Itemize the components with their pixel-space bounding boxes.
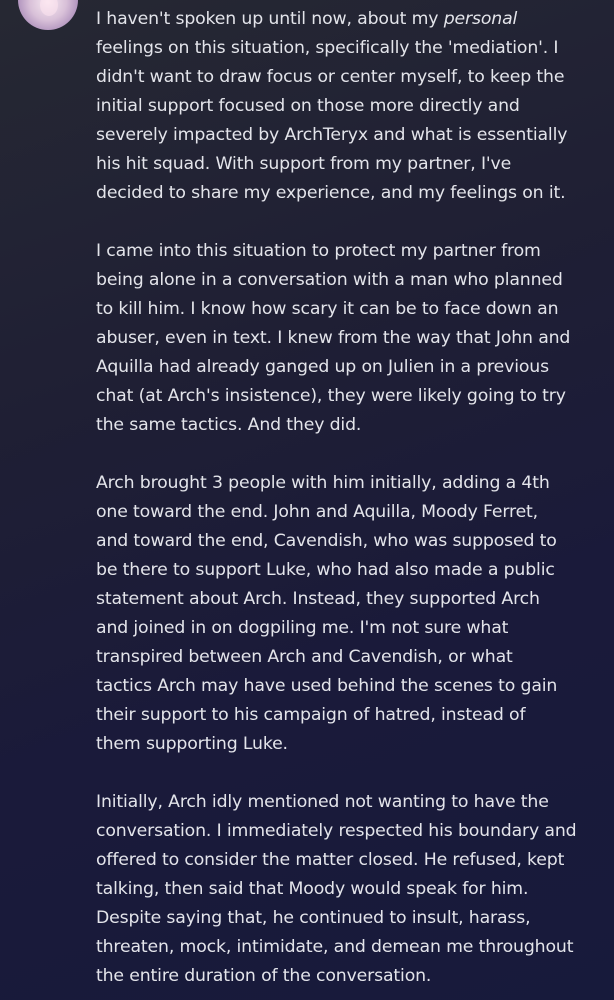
paragraph-1-text: I haven't spoken up until now, about my [96,9,444,29]
message-paragraph-1 [96,5,608,208]
avatar[interactable] [18,0,78,30]
paragraph-spacer [96,440,608,469]
emphasis-personal: personal [443,9,518,29]
paragraph-1-rest: feelings on this situation, specifically the 'mediation'. I didn't want to draw focus or center myself, to keep the initial support focused on those more directly and severely impacted by ArchTeryx and what is essentially his hit squad. With support from my partner, I've decided to share my experience, and my feelings on it. [96,38,568,203]
message-paragraph-3: Arch brought 3 people with him initially, adding a 4th one toward the end. John and Aquilla, Moody Ferret, and toward the end, Cavendish, who was supposed to be there to support Luke, who had also made a public statement about Arch. Instead, they supported Arch and joined in on dogpiling me. I'm not sure what transpired between Arch and Cavendish, or what tactics Arch may have used behind the scenes to gain their support to his campaign of hatred, instead of them supporting Luke. [96,473,558,754]
paragraph-spacer [96,759,608,788]
paragraph-spacer [96,208,608,237]
message-paragraph-4: Initially, Arch idly mentioned not wanting to have the conversation. I immediately respected his boundary and offered to consider the matter closed. He refused, kept talking, then said that Moody would speak for him. Despite saying that, he continued to insult, harass, threaten, mock, intimidate, and demean me throughout the entire duration of the conversation. [96,792,577,986]
message-paragraph-2: I came into this situation to protect my partner from being alone in a conversation with a man who planned to kill him. I know how scary it can be to face down an abuser, even in text. I knew from the way that John and Aquilla had already ganged up on Julien in a previous chat (at Arch's insistence), they were likely going to try the same tactics. And they did. [96,241,571,435]
message-body [96,5,608,991]
